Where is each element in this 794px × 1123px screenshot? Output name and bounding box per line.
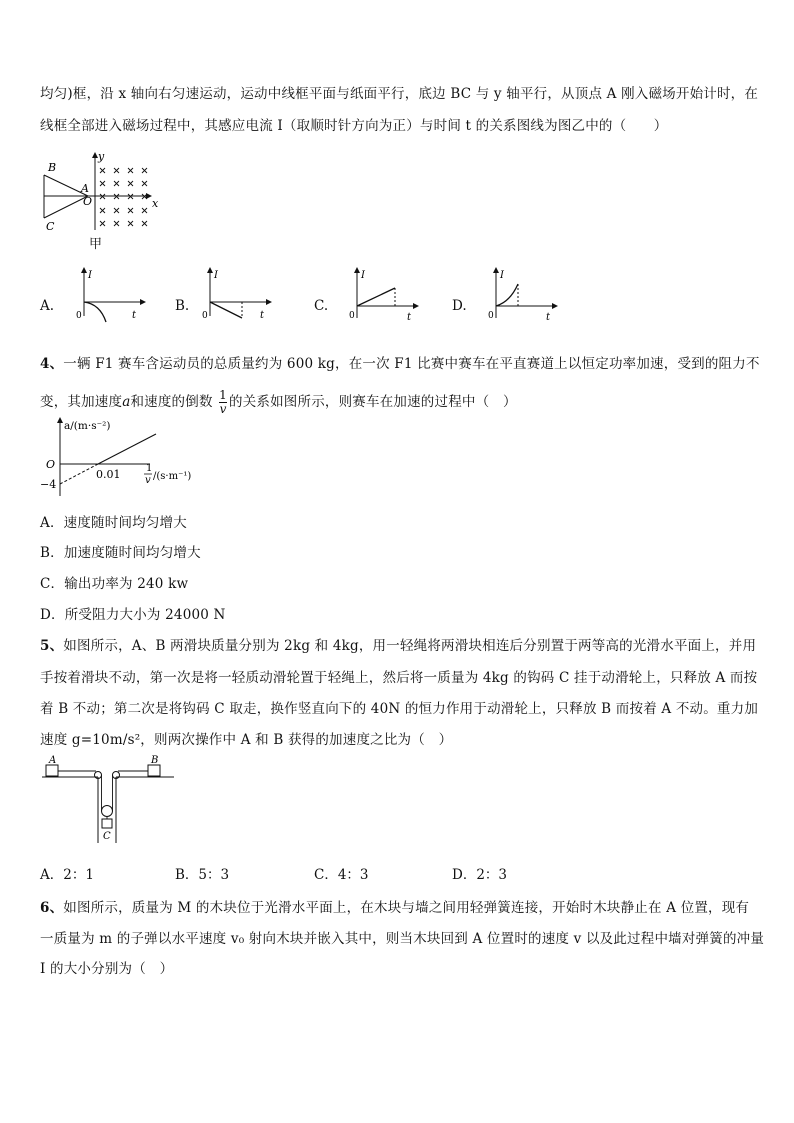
svg-text:/(s·m⁻¹): /(s·m⁻¹): [153, 471, 192, 482]
label-o: O: [83, 195, 93, 208]
q6-text-line1: 6、如图所示，质量为 M 的木块位于光滑水平面上，在木块与墙之间用轻弹簧连接，开始时木块静止在 A 位置，现有: [40, 900, 750, 916]
q3-option-c-letter: C.: [314, 298, 329, 314]
triangle-edge-ca: [44, 196, 88, 218]
q4-graph: [38, 416, 218, 498]
q3-text-line1: 均匀)框，沿 x 轴向右匀速运动，运动中线框平面与纸面平行，底边 BC 与 y 轴平行，从顶点 A 刚入磁场开始计时，在: [40, 86, 759, 102]
svg-text:a/(m·s⁻²): a/(m·s⁻²): [64, 420, 111, 432]
svg-text:0: 0: [202, 311, 208, 321]
svg-text:1: 1: [146, 463, 153, 474]
svg-text:t: t: [132, 310, 137, 321]
q5-option-d: D．2：3: [452, 867, 508, 883]
q4-text-line1: 4、一辆 F1 赛车含运动员的总质量约为 600 kg，在一次 F1 比赛中赛车在平直赛道上以恒定功率加速，受到的阻力不: [40, 356, 760, 372]
q5-option-b: B．5：3: [175, 867, 230, 883]
block-b: [148, 765, 160, 776]
q3-text-line2: 线框全部进入磁场过程中，其感应电流 I（取顺时针方向为正）与时间 t 的关系图线为图乙中的（ ）: [40, 118, 668, 134]
label-a: A: [81, 182, 89, 195]
data-line: [98, 434, 156, 464]
svg-text:t: t: [407, 312, 412, 323]
svg-text:B: B: [151, 755, 159, 766]
q5-option-c: C．4：3: [314, 867, 369, 883]
svg-text:A: A: [49, 755, 57, 766]
q4-option-c: C．输出功率为 240 kw: [40, 576, 189, 592]
svg-text:v: v: [145, 475, 151, 486]
q3-figure-jia: [38, 150, 168, 250]
svg-text:−4: −4: [40, 478, 57, 491]
label-b: B: [48, 161, 57, 174]
svg-text:0: 0: [76, 311, 82, 321]
q5-text-line3: 着 B 不动；第二次是将钩码 C 取走，换作竖直向下的 40N 的恒力作用于动滑轮上，只释放 B 而按着 A 不动。重力加: [40, 701, 759, 717]
block-a: [46, 765, 58, 776]
svg-text:I: I: [361, 270, 365, 281]
svg-text:I: I: [88, 270, 92, 281]
q3-figure-label: 甲: [89, 237, 103, 252]
svg-text:t: t: [546, 312, 551, 323]
q5-text-line1: 5、如图所示，A、B 两滑块质量分别为 2kg 和 4kg，用一轻绳将两滑块相连后分别置于两等高的光滑水平面上，并用: [40, 638, 757, 654]
q3-option-d-graph: [484, 266, 569, 328]
q3-option-d-letter: D.: [452, 298, 467, 314]
svg-text:0: 0: [488, 311, 494, 321]
line-b: [210, 302, 242, 318]
svg-text:C: C: [103, 831, 111, 842]
q3-option-b-letter: B.: [175, 298, 190, 314]
svg-text:O: O: [46, 458, 56, 471]
q4-option-a: A．速度随时间均匀增大: [40, 515, 187, 531]
q6-text-line2: 一质量为 m 的子弹以水平速度 v₀ 射向木块并嵌入其中，则当木块回到 A 位置时的速度 v 以及此过程中墙对弹簧的冲量: [40, 931, 765, 947]
q4-text-line2: 变，其加速度a和速度的倒数 $\frac{1}{v}$ 的关系如图所示，则赛车在加速的过程中（ ）: [40, 388, 517, 416]
curve-a: [84, 302, 106, 322]
q4-option-b: B．加速度随时间均匀增大: [40, 545, 201, 561]
line-c: [357, 288, 395, 306]
label-y: y: [98, 150, 105, 163]
q3-option-c-graph: [345, 266, 430, 328]
q3-option-b-graph: [198, 266, 283, 328]
svg-text:0.01: 0.01: [96, 468, 121, 481]
svg-text:I: I: [214, 270, 218, 281]
svg-text:t: t: [260, 310, 265, 321]
curve-d: [496, 284, 518, 306]
svg-text:0: 0: [349, 311, 355, 321]
q5-figure: [40, 755, 180, 847]
q4-option-d: D．所受阻力大小为 24000 N: [40, 607, 226, 623]
q5-text-line2: 手按着滑块不动，第一次是将一轻质动滑轮置于轻绳上，然后将一质量为 4kg 的钩码 C 挂于动滑轮上，只释放 A 而按: [40, 670, 758, 686]
magnetic-field-crosses: [100, 168, 147, 226]
q5-option-a: A．2：1: [40, 867, 94, 883]
fraction-one-over-v: $\frac{1}{v}$: [219, 388, 227, 416]
moving-pulley: [102, 806, 113, 817]
q3-option-a-letter: A.: [40, 298, 55, 314]
label-x: x: [152, 197, 159, 210]
q3-option-a-graph: [72, 266, 152, 328]
q6-text-line3: I 的大小分别为（ ）: [40, 961, 174, 977]
label-c: C: [46, 220, 55, 233]
q5-text-line4: 速度 g=10m/s²，则两次操作中 A 和 B 获得的加速度之比为（ ）: [40, 732, 453, 748]
extrapolation-line: [60, 464, 98, 484]
svg-text:I: I: [500, 270, 504, 281]
block-c: [102, 819, 112, 828]
